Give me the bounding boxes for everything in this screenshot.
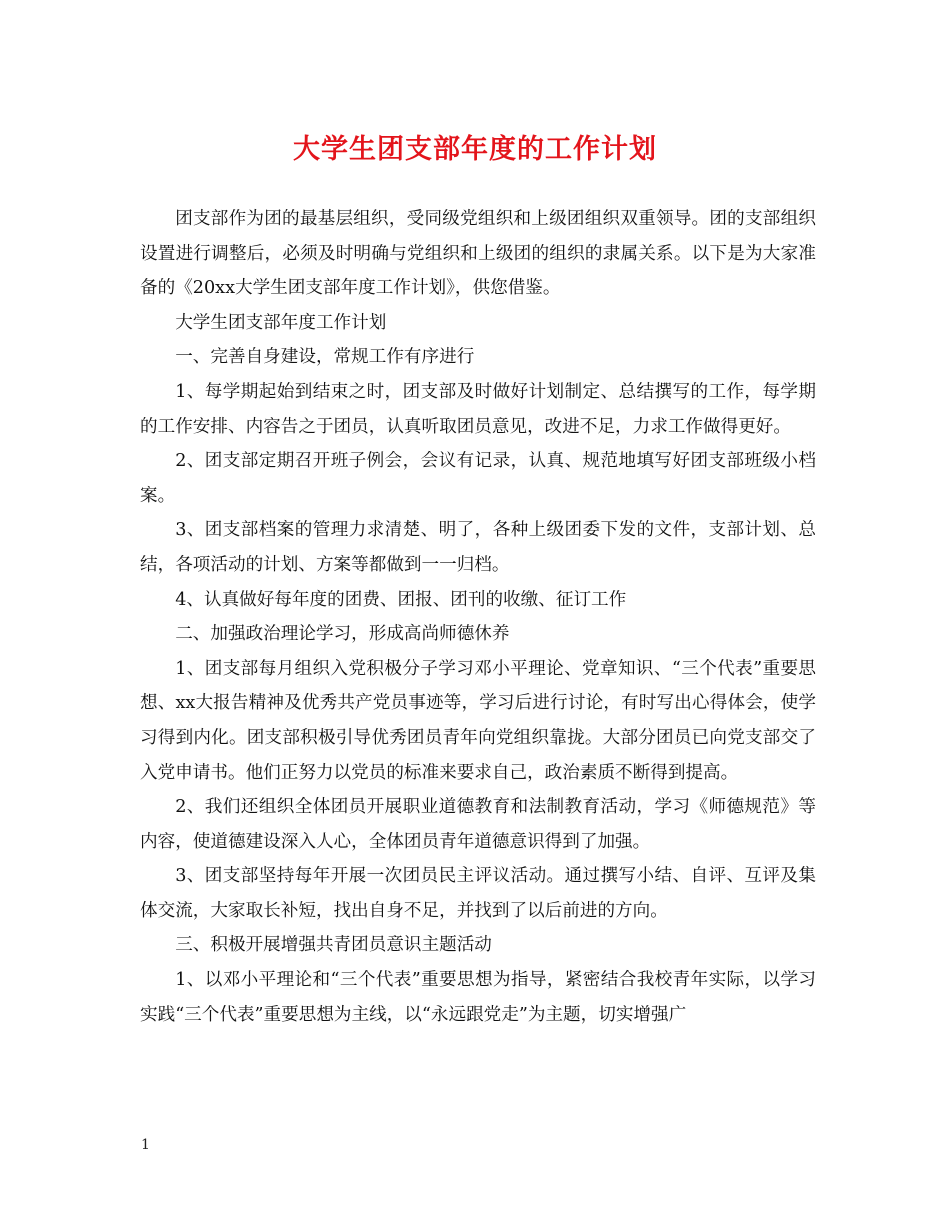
list-item: 2、我们还组织全体团员开展职业道德教育和法制教育活动，学习《师德规范》等内容，使道德建设深入人心，全体团员青年道德意识得到了加强。 [140, 797, 816, 852]
list-item: 1、团支部每月组织入党积极分子学习邓小平理论、党章知识、“三个代表”重要思想、xx大报告精神及优秀共产党员事迹等，学习后进行讨论，有时写出心得体会，使学习得到内化。团支部积极引导优秀团员青年向党组织靠拢。大部分团员已向党支部交了入党申请书。他们正努力以党员的标准来要求自己，政治素质不断得到提高。 [140, 658, 816, 783]
plan-heading: 大学生团支部年度工作计划 [175, 312, 387, 333]
section-heading-3: 三、积极开展增强共青团员意识主题活动 [175, 935, 492, 956]
section-heading-1: 一、完善自身建设，常规工作有序进行 [175, 347, 475, 368]
list-item: 3、团支部档案的管理力求清楚、明了，各种上级团委下发的文件，支部计划、总结，各项活动的计划、方案等都做到一一归档。 [140, 520, 816, 575]
list-item: 3、团支部坚持每年开展一次团员民主评议活动。通过撰写小结、自评、互评及集体交流，大家取长补短，找出自身不足，并找到了以后前进的方向。 [140, 866, 816, 921]
intro-paragraph: 团支部作为团的最基层组织，受同级党组织和上级团组织双重领导。团的支部组织设置进行调整后，必须及时明确与党组织和上级团的组织的隶属关系。以下是为大家准备的《20xx大学生团支部年度工作计划》，供您借鉴。 [140, 209, 816, 299]
page-number: 1 [141, 1137, 150, 1153]
document-title: 大学生团支部年度的工作计划 [293, 134, 657, 165]
list-item: 2、团支部定期召开班子例会，会议有记录，认真、规范地填写好团支部班级小档案。 [140, 451, 816, 506]
list-item: 1、以邓小平理论和“三个代表”重要思想为指导，紧密结合我校青年实际，以学习实践“三个代表”重要思想为主线，以“永远跟党走”为主题，切实增强广 [140, 970, 816, 1025]
list-item: 1、每学期起始到结束之时，团支部及时做好计划制定、总结撰写的工作，每学期的工作安排、内容告之于团员，认真听取团员意见，改进不足，力求工作做得更好。 [140, 381, 816, 437]
list-item: 4、认真做好每年度的团费、团报、团刊的收缴、征订工作 [175, 589, 627, 610]
document-body [140, 202, 816, 1032]
section-heading-2: 二、加强政治理论学习，形成高尚师德休养 [175, 624, 510, 645]
